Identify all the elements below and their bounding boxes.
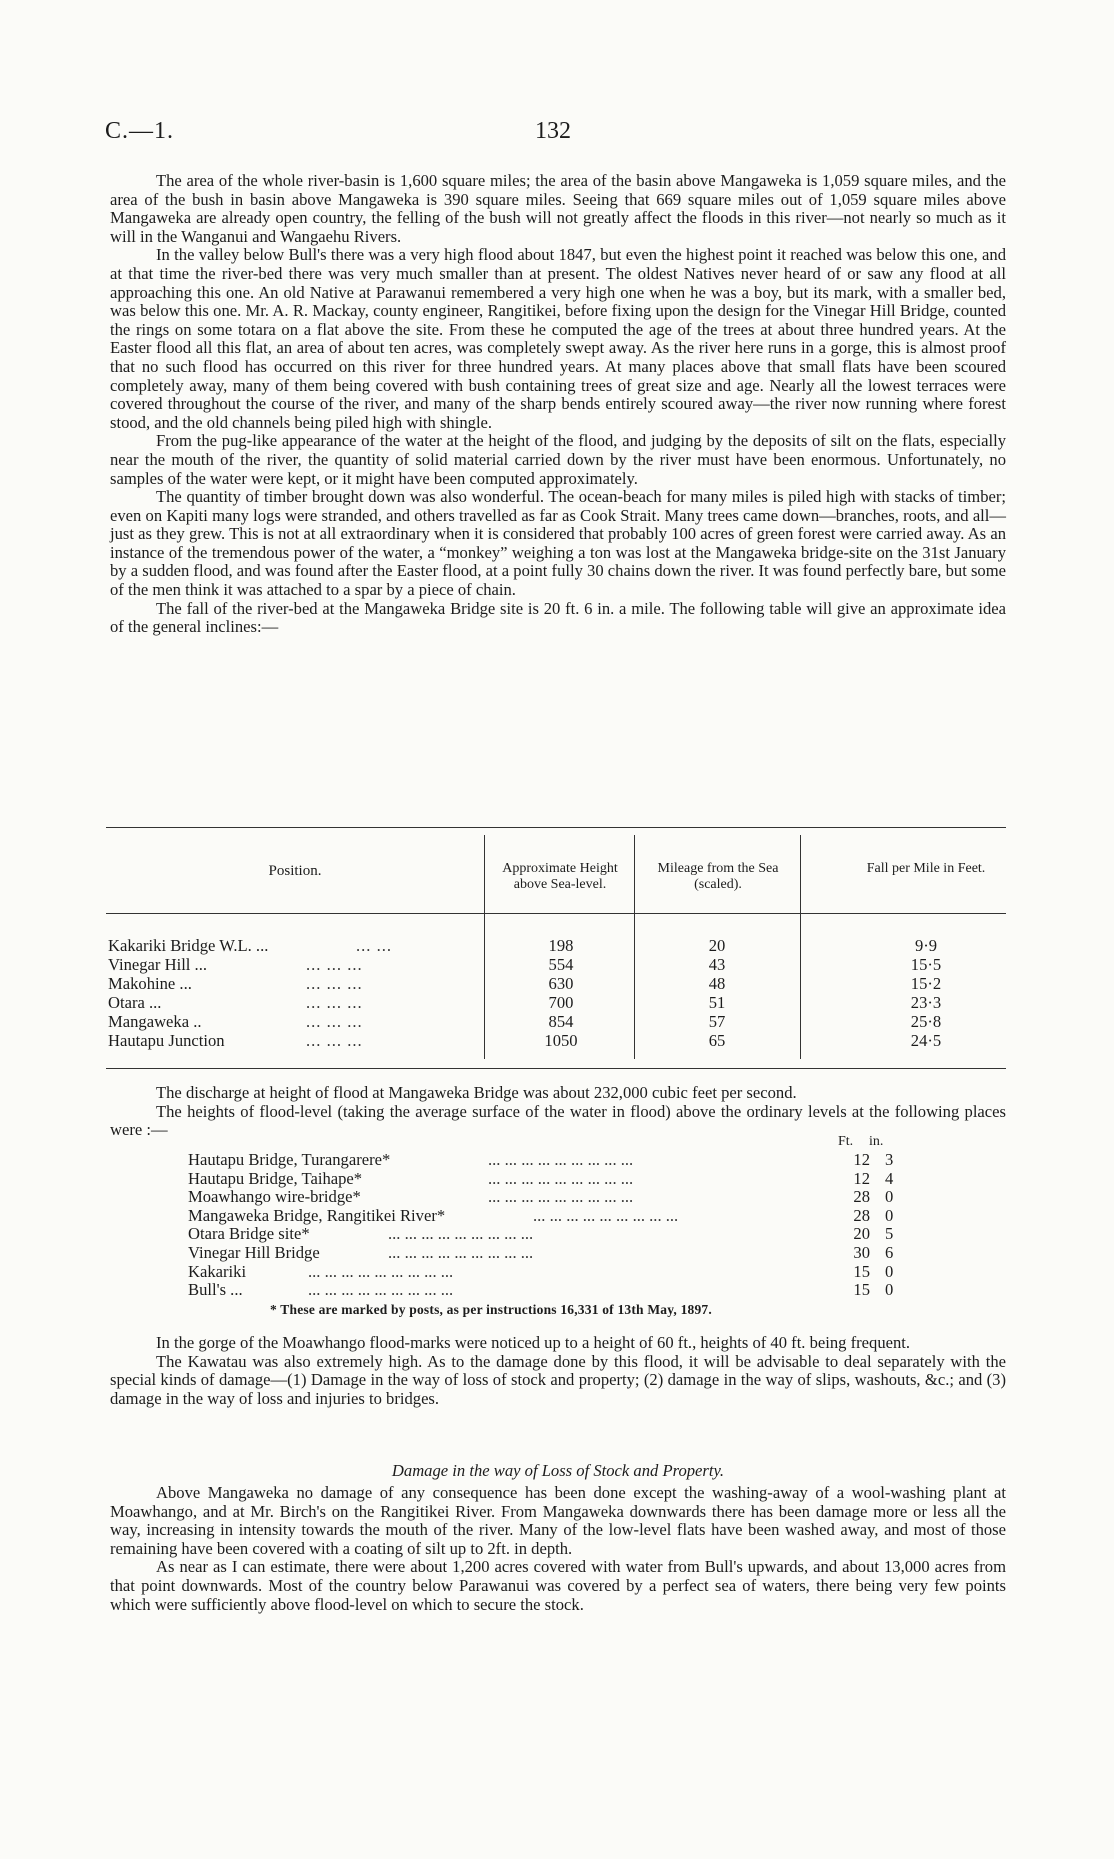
dot-leaders: ... ... ... — [306, 955, 363, 974]
height-feet: 30 — [853, 1242, 870, 1262]
list-item — [188, 1206, 988, 1225]
table-row — [106, 955, 1006, 974]
paragraph: The fall of the river-bed at the Mangaweka Bridge site is 20 ft. 6 in. a mile. The following table will give an approximate idea of the general inclines:— — [110, 598, 1006, 637]
cell-position: Otara ... — [108, 993, 162, 1012]
cell-height: 198 — [548, 936, 574, 955]
place-name: Moawhango wire-bridge* — [188, 1187, 361, 1207]
cell-position: Kakariki Bridge W.L. ... — [108, 936, 269, 955]
cell-fall: 24·5 — [910, 1031, 942, 1050]
cell-position: Hautapu Junction — [108, 1031, 225, 1050]
body-text-bottom — [110, 1484, 1006, 1614]
dot-leaders: ... ... ... — [306, 974, 363, 993]
page-number: 132 — [535, 118, 571, 144]
flood-level-list — [188, 1150, 988, 1299]
place-name: Hautapu Bridge, Turangarere* — [188, 1150, 391, 1169]
height-inches: 4 — [885, 1168, 894, 1188]
paragraph: As near as I can estimate, there were about 1,200 acres covered with water from Bull's upwards, and about 13,000 acres from that point downwards. Most of the country below Parawanui was covered by a perfect sea of waters, there being very few points which were sufficiently above flood-level on which to secure the stock. — [110, 1557, 1006, 1614]
cell-height: 700 — [548, 993, 574, 1012]
dot-leaders: ... ... ... ... ... ... ... ... ... — [488, 1168, 634, 1188]
dot-leaders: ... ... ... ... ... ... ... ... ... — [388, 1242, 534, 1262]
body-text-top — [110, 172, 1006, 637]
cell-height: 554 — [548, 955, 574, 974]
cell-mileage: 43 — [708, 955, 726, 974]
height-feet: 28 — [853, 1187, 870, 1207]
height-feet: 28 — [853, 1205, 870, 1225]
header-fall: Fall per Mile in Feet. — [866, 861, 986, 876]
dot-leaders: ... ... ... ... ... ... ... ... ... — [308, 1261, 454, 1281]
list-item — [188, 1224, 988, 1243]
height-feet: 12 — [853, 1150, 870, 1169]
section-code: C.—1. — [105, 118, 175, 144]
cell-fall: 23·3 — [910, 993, 942, 1012]
dot-leaders: ... ... ... ... ... ... ... ... ... — [388, 1224, 534, 1244]
table-rule — [106, 913, 1006, 914]
height-inches: 3 — [885, 1150, 894, 1169]
height-inches: 5 — [885, 1224, 894, 1244]
paragraph: From the pug-like appearance of the water at the height of the flood, and judging by the deposits of silt on the flats, especially near the mouth of the river, the quantity of solid material carried down by the river must have been enormous. Unfortunately, no samples of the water were kept, or it might have been computed approximately. — [110, 431, 1006, 488]
dot-leaders: ... ... ... — [306, 993, 363, 1012]
cell-mileage: 48 — [708, 974, 726, 993]
table-rule — [106, 827, 1006, 828]
height-feet: 15 — [853, 1261, 870, 1281]
inclines-table — [106, 827, 1006, 1069]
table-row — [106, 993, 1006, 1012]
cell-fall: 25·8 — [910, 1012, 942, 1031]
dot-leaders: ... ... ... ... ... ... ... ... ... — [533, 1205, 679, 1225]
table-rule — [106, 1068, 1006, 1069]
section-subheading: Damage in the way of Loss of Stock and Property. — [391, 1461, 725, 1480]
dot-leaders: ... ... ... — [306, 1012, 363, 1031]
list-item — [188, 1280, 988, 1299]
list-item — [188, 1187, 988, 1206]
place-name: Kakariki — [188, 1261, 247, 1281]
cell-height: 854 — [548, 1012, 574, 1031]
height-feet: 12 — [853, 1168, 870, 1188]
list-item — [188, 1169, 988, 1188]
height-inches: 6 — [885, 1242, 894, 1262]
unit-inches: in. — [869, 1134, 884, 1149]
paragraph: The discharge at height of flood at Mangaweka Bridge was about 232,000 cubic feet per second. — [156, 1083, 797, 1102]
place-name: Mangaweka Bridge, Rangitikei River* — [188, 1205, 446, 1225]
list-item — [188, 1243, 988, 1262]
paragraph: In the valley below Bull's there was a very high flood about 1847, but even the highest point it reached was below this one, and at that time the river-bed there was very much smaller than at present. The oldest Natives never heard of or saw any flood at all approaching this one. An old Native at Parawanui remembered a very high one when he was a boy, but its mark, with a smaller bed, was below this one. Mr. A. R. Mackay, county engineer, Rangitikei, before fixing upon the design for the Vinegar Hill Bridge, counted the rings on some totara on a flat above the site. From these he computed the age of the trees at about three hundred years. At the Easter flood all this flat, an area of about ten acres, was completely swept away. As the river here runs in a gorge, this is almost proof that no such flood has occurred on this river for three hundred years. At many places above that small flats have been scoured completely away, many of them being covered with bush containing trees of great size and age. Nearly all the lowest terraces were covered throughout the course of the river, and many of the sharp bends entirely scoured away—the river now running where forest stood, and the old channels being piled high with shingle. — [110, 245, 1006, 432]
dot-leaders: ... ... ... ... ... ... ... ... ... — [488, 1150, 634, 1169]
cell-mileage: 65 — [708, 1031, 726, 1050]
unit-feet: Ft. — [838, 1134, 854, 1149]
cell-mileage: 51 — [708, 993, 726, 1012]
header-position: Position. — [268, 863, 322, 879]
paragraph: The Kawatau was also extremely high. As to the damage done by this flood, it will be advisable to deal separately with the special kinds of damage—(1) Damage in the way of loss of stock and property; (2) damage in the way of slips, washouts, &c.; and (3) damage in the way of loss and injuries to bridges. — [110, 1351, 1006, 1408]
place-name: Hautapu Bridge, Taihape* — [188, 1168, 363, 1188]
height-feet: 15 — [853, 1280, 870, 1300]
cell-fall: 15·2 — [910, 974, 942, 993]
paragraph: The heights of flood-level (taking the average surface of the water in flood) above the ordinary levels at the following places were :— — [110, 1101, 1006, 1140]
cell-fall: 15·5 — [910, 955, 942, 974]
table-row — [106, 1012, 1006, 1031]
cell-height: 1050 — [544, 1031, 578, 1050]
place-name: Vinegar Hill Bridge — [188, 1242, 320, 1262]
height-inches: 0 — [885, 1261, 894, 1281]
cell-height: 630 — [548, 974, 574, 993]
height-inches: 0 — [885, 1187, 894, 1207]
table-row — [106, 936, 1006, 955]
height-inches: 0 — [885, 1205, 894, 1225]
paragraph: The area of the whole river-basin is 1,600 square miles; the area of the basin above Mangaweka is 1,059 square miles, and the area of the bush in basin above Mangaweka is 390 square miles. Seeing that 669 square miles out of 1,059 square miles above Mangaweka are already open country, the felling of the bush will not greatly affect the floods in this river—not nearly so much as it will in the Wanganui and Wangaehu Rivers. — [110, 171, 1006, 246]
footnote: * These are marked by posts, as per instructions 16,331 of 13th May, 1897. — [270, 1302, 712, 1317]
header-mileage: Mileage from the Sea (scaled). — [657, 861, 779, 892]
place-name: Bull's ... — [188, 1280, 243, 1300]
cell-position: Makohine ... — [108, 974, 192, 993]
dot-leaders: ... ... ... ... ... ... ... ... ... — [488, 1187, 634, 1207]
dot-leaders: ... ... — [356, 936, 393, 955]
cell-position: Vinegar Hill ... — [108, 955, 208, 974]
table-row — [106, 1031, 1006, 1050]
dot-leaders: ... ... ... ... ... ... ... ... ... — [308, 1280, 454, 1300]
dot-leaders: ... ... ... — [306, 1031, 363, 1050]
cell-mileage: 57 — [708, 1012, 726, 1031]
height-feet: 20 — [853, 1224, 870, 1244]
list-item — [188, 1262, 988, 1281]
paragraph: The quantity of timber brought down was also wonderful. The ocean-beach for many miles is piled high with stacks of timber; even on Kapiti many logs were stranded, and others travelled as far as Cook Strait. Many trees came down—branches, roots, and all—just as they grew. This is not at all extraordinary when it is considered that probably 100 acres of green forest were carried away. As an instance of the tremendous power of the water, a “monkey” weighing a ton was lost at the Mangaweka bridge-site on the 31st January by a sudden flood, and was found after the Easter flood, at a point fully 30 chains down the river. It was found perfectly bare, but some of the men think it was attached to a spar by a piece of chain. — [110, 487, 1006, 600]
paragraph: Above Mangaweka no damage of any consequence has been done except the washing-away of a wool-washing plant at Moawhango, and at Mr. Birch's on the Rangitikei River. From Mangaweka downwards there has been damage more or less all the way, increasing in intensity towards the mouth of the river. Many of the low-level flats have been washed away, and most of those remaining have been covered with a coating of silt up to 2ft. in depth. — [110, 1483, 1006, 1558]
header-height: Approximate Height above Sea-level. — [502, 861, 618, 892]
table-row — [106, 974, 1006, 993]
place-name: Otara Bridge site* — [188, 1224, 310, 1244]
paragraph: In the gorge of the Moawhango flood-marks were noticed up to a height of 60 ft., heights of 40 ft. being frequent. — [156, 1333, 911, 1352]
cell-position: Mangaweka .. — [108, 1012, 202, 1031]
cell-mileage: 20 — [708, 936, 726, 955]
cell-fall: 9·9 — [914, 936, 938, 955]
body-text-mid — [110, 1084, 1006, 1140]
height-inches: 0 — [885, 1280, 894, 1300]
body-text-after — [110, 1334, 1006, 1408]
list-item — [188, 1150, 988, 1169]
